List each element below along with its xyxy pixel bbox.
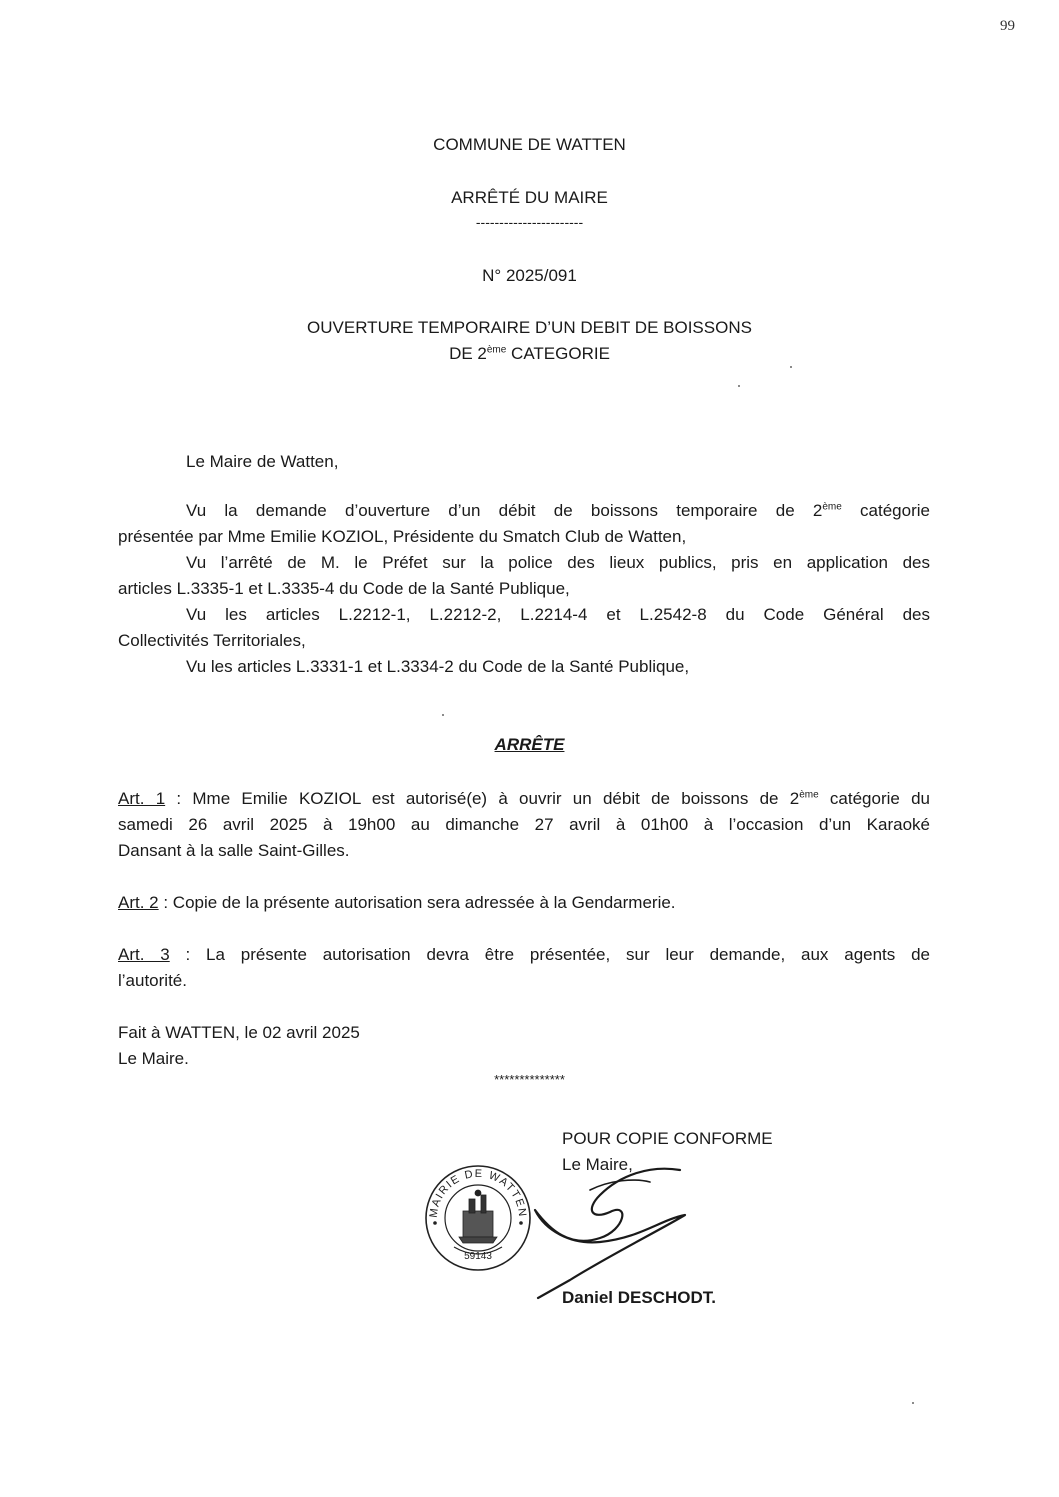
svg-text:59143: 59143: [464, 1251, 492, 1262]
signatory-name: Daniel DESCHODT.: [562, 1288, 716, 1307]
stars-separator: **************: [494, 1072, 565, 1087]
scan-speck: [912, 1402, 914, 1404]
commune-title: COMMUNE DE WATTEN: [433, 135, 626, 154]
arrete-number: N° 2025/091: [482, 266, 577, 285]
coat-of-arms-icon: [459, 1190, 497, 1243]
mayor-label: Le Maire.: [118, 1049, 189, 1068]
article-1-line-2: samedi 26 avril 2025 à 19h00 au dimanche 27 avril à 01h00 à l’occasion d’un Karaoké: [118, 815, 930, 834]
vu-articles-cgct-line-2: Collectivités Territoriales,: [118, 631, 306, 650]
vu-articles-cgct-line-1: Vu les articles L.2212-1, L.2212-2, L.2214-4 et L.2542-8 du Code Général des: [186, 605, 930, 624]
vu-demande-line-2: présentée par Mme Emilie KOZIOL, Présidente du Smatch Club de Watten,: [118, 527, 687, 546]
page-number: 99: [1000, 18, 1015, 34]
article-1-line-1: Art. 1 : Mme Emilie KOZIOL est autorisé(e) à ouvrir un débit de boissons de 2ème catégorie du: [118, 789, 930, 808]
scan-speck: [790, 366, 792, 368]
certified-copy: POUR COPIE CONFORME: [562, 1129, 773, 1148]
article-1-label: Art. 1: [118, 789, 166, 808]
article-3-line-2: l’autorité.: [118, 971, 187, 990]
vu-arrete-prefet-line-1: Vu l’arrêté de M. le Préfet sur la police des lieux publics, pris en application des: [186, 553, 930, 572]
subject-line-1: OUVERTURE TEMPORAIRE D’UN DEBIT DE BOISSONS: [307, 318, 752, 337]
svg-text:MAIRIE DE WATTEN: MAIRIE DE WATTEN: [427, 1167, 529, 1219]
article-3-line-1: Art. 3 : La présente autorisation devra être présentée, sur leur demande, aux agents de: [118, 945, 931, 964]
vu-articles-csp: Vu les articles L.3331-1 et L.3334-2 du Code de la Santé Publique,: [186, 657, 690, 676]
article-1-line-3: Dansant à la salle Saint-Gilles.: [118, 841, 350, 860]
vu-demande-line-1: Vu la demande d’ouverture d’un débit de boissons temporaire de 2ème catégorie: [186, 501, 930, 520]
vu-arrete-prefet-line-2: articles L.3335-1 et L.3335-4 du Code de la Santé Publique,: [118, 579, 570, 598]
article-2: Art. 2 : Copie de la présente autorisation sera adressée à la Gendarmerie.: [118, 893, 676, 912]
mairie-seal-stamp: [423, 1163, 533, 1273]
article-3-label: Art. 3: [118, 945, 170, 964]
scan-speck: [738, 385, 740, 387]
place-date: Fait à WATTEN, le 02 avril 2025: [118, 1023, 360, 1042]
mayor-signature: [530, 1160, 690, 1300]
arrete-heading: ARRÊTE: [494, 735, 565, 754]
separator-dashes: -----------------------: [475, 214, 584, 230]
article-2-label: Art. 2: [118, 893, 159, 912]
arrete-title: ARRÊTÉ DU MAIRE: [451, 188, 608, 207]
certified-mayor: Le Maire,: [562, 1155, 633, 1174]
salutation: Le Maire de Watten,: [186, 452, 339, 471]
subject-line-2: DE 2ème CATEGORIE: [449, 344, 610, 363]
scan-speck: [442, 714, 444, 716]
